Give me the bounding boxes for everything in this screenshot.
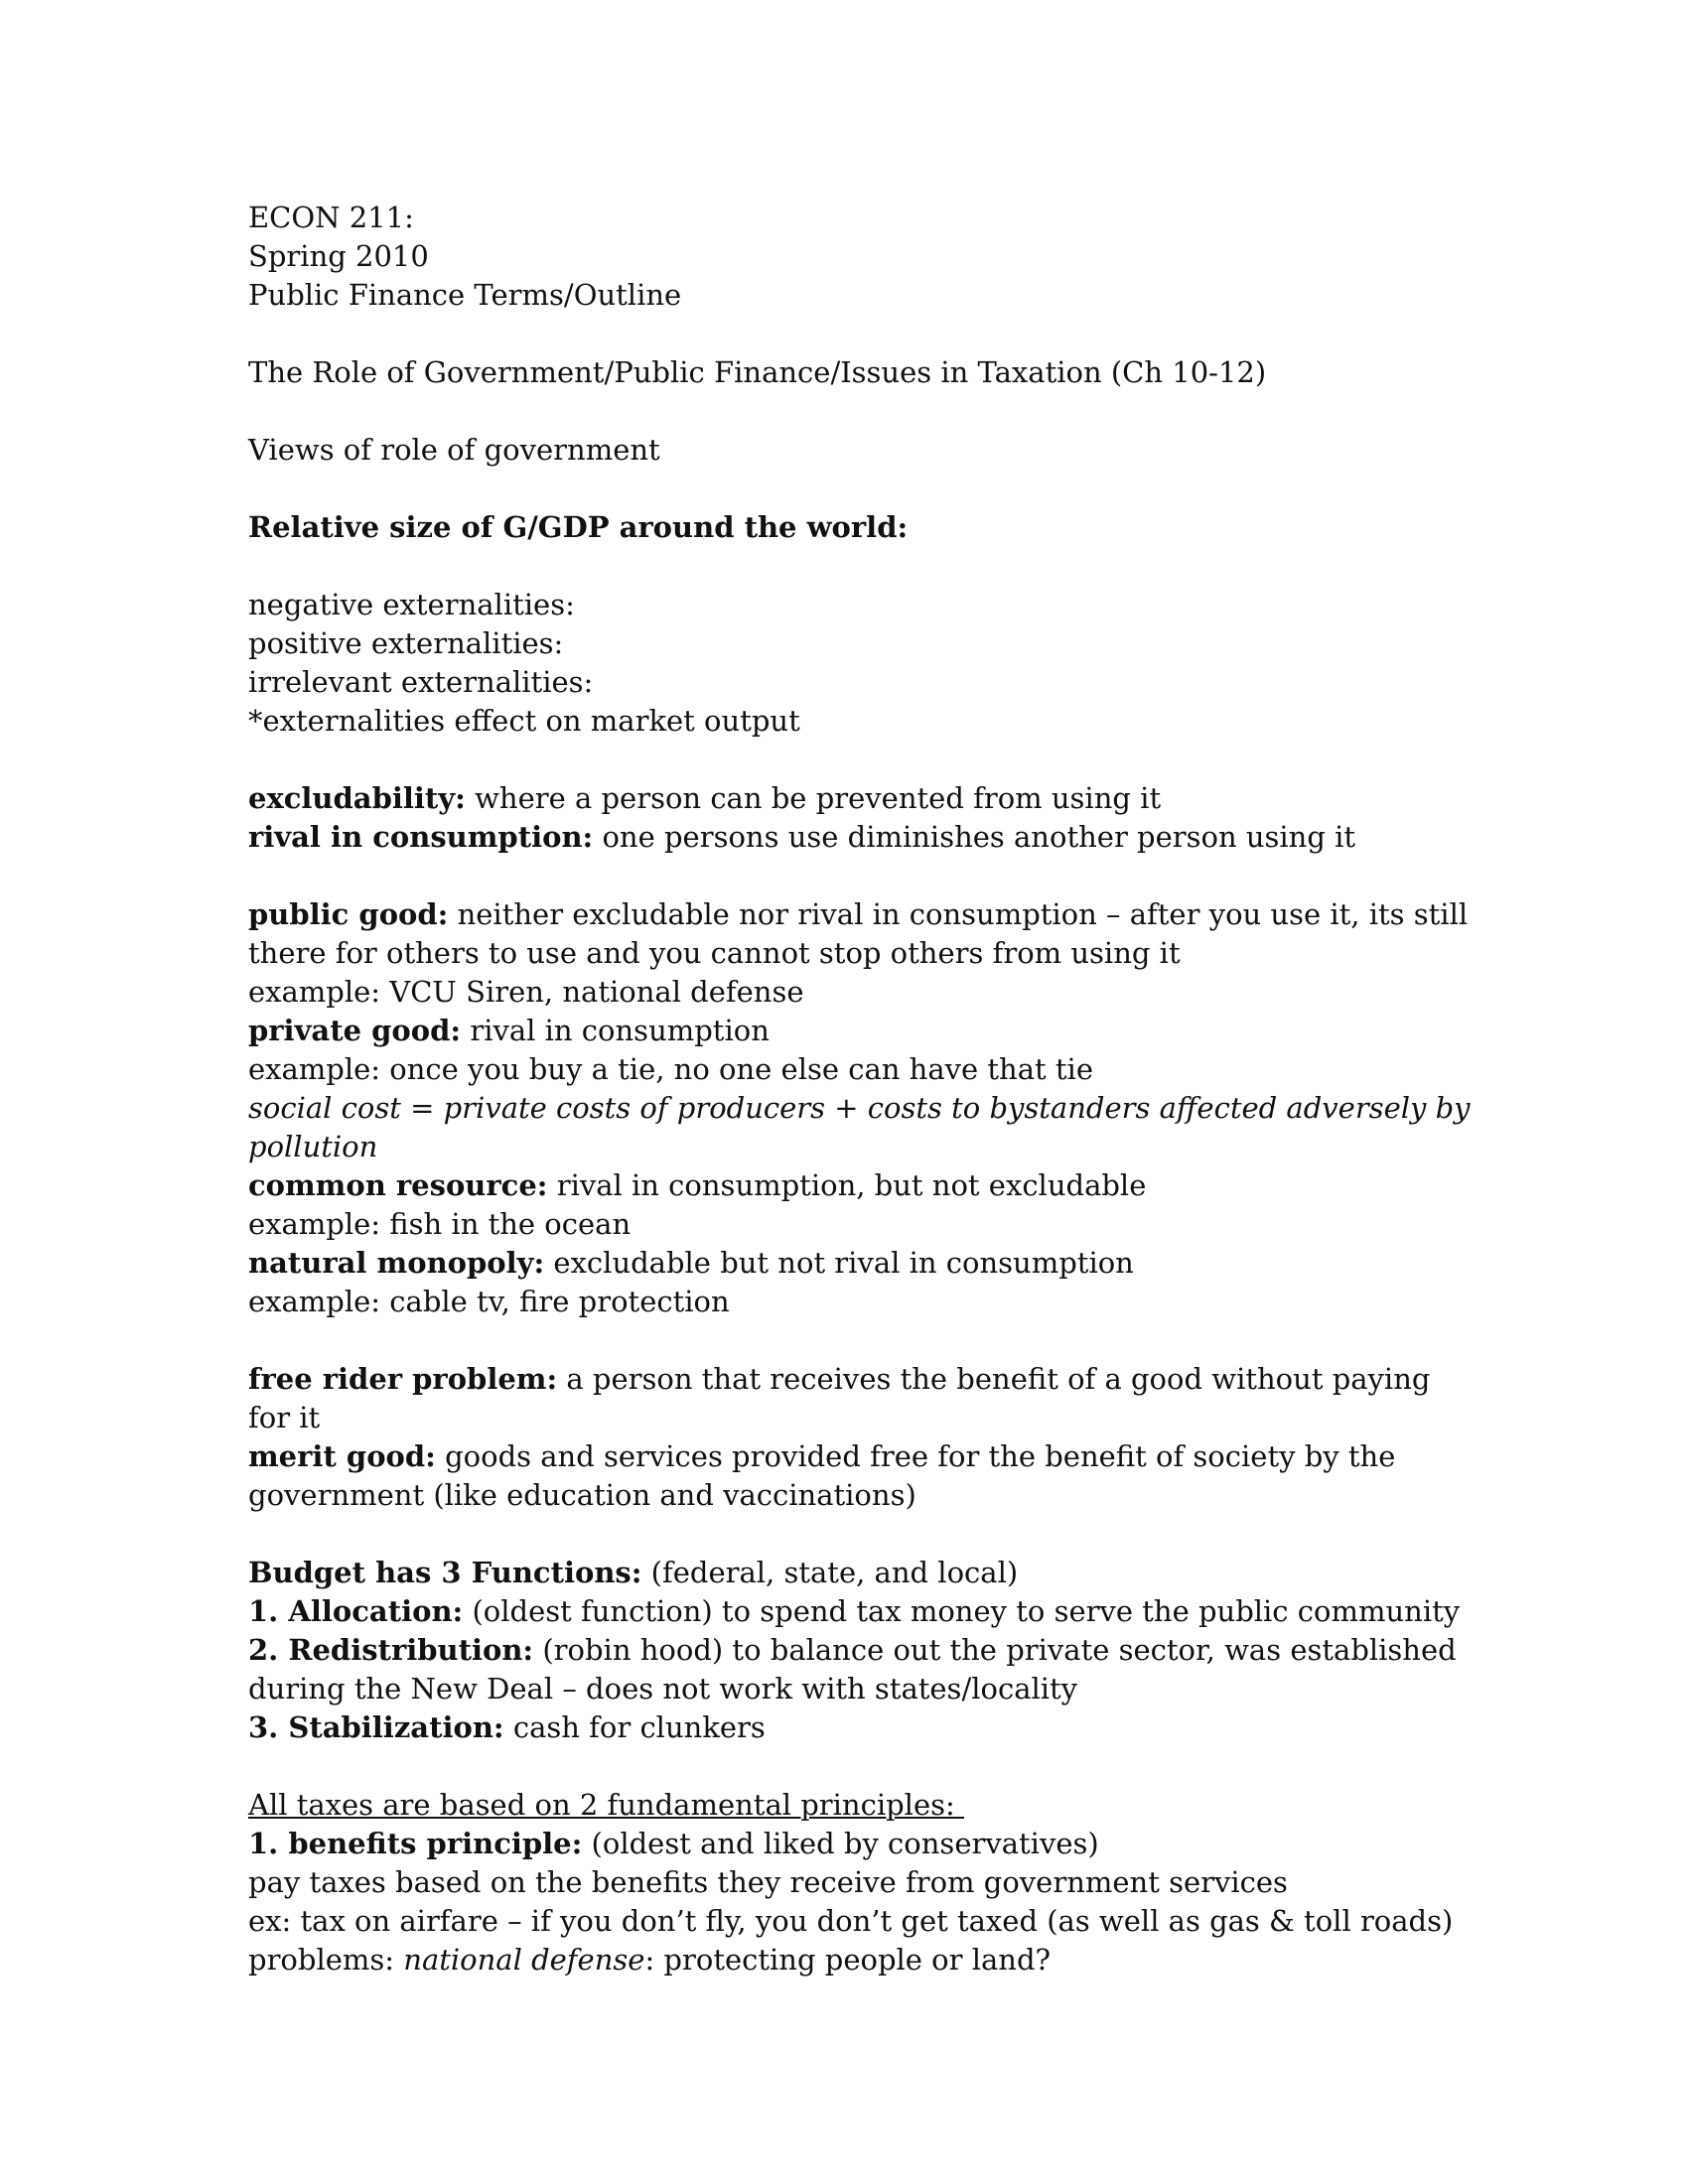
spacer: [248, 392, 1479, 431]
private-good-example: example: once you buy a tie, no one else can have that tie: [248, 1052, 1093, 1086]
spacer: [248, 1321, 1479, 1360]
benefits-line-2: ex: tax on airfare – if you don’t fly, you don’t get taxed (as well as gas & toll roads): [248, 1904, 1454, 1938]
spacer: [248, 1747, 1479, 1786]
term: excludability:: [248, 781, 466, 815]
spacer: [248, 547, 1479, 586]
term: public good:: [248, 897, 449, 931]
spacer: [248, 470, 1479, 508]
section-title: The Role of Government/Public Finance/Issues in Taxation (Ch 10-12): [248, 355, 1267, 389]
term: rival in consumption:: [248, 820, 594, 854]
spacer: [248, 315, 1479, 353]
public-good-example: example: VCU Siren, national defense: [248, 975, 804, 1009]
course-term: Spring 2010: [248, 239, 429, 273]
benefits-line-1: pay taxes based on the benefits they receive from government services: [248, 1865, 1288, 1899]
social-cost: social cost = private costs of producers + costs to bystanders affected adversely by pollution: [248, 1091, 1479, 1163]
term: merit good:: [248, 1439, 436, 1473]
term: 1. benefits principle:: [248, 1827, 583, 1860]
term: common resource:: [248, 1168, 548, 1202]
merit-good-def: merit good: goods and services provided free for the benefit of society by the government (like education and vaccinations): [248, 1439, 1405, 1512]
public-good-def: public good: neither excludable nor rival in consumption – after you use it, its still there for others to use and you cannot stop others from using it: [248, 897, 1477, 970]
term: Budget has 3 Functions:: [248, 1556, 642, 1589]
term: 3. Stabilization:: [248, 1710, 504, 1744]
document-page: [248, 199, 1479, 1979]
term: 1. Allocation:: [248, 1594, 464, 1628]
benefits-principle: 1. benefits principle: (oldest and liked by conservatives): [248, 1827, 1099, 1860]
spacer: [248, 1515, 1479, 1554]
document-title: Public Finance Terms/Outline: [248, 278, 682, 312]
course-code: ECON 211:: [248, 201, 414, 234]
rival-def: rival in consumption: one persons use diminishes another person using it: [248, 820, 1356, 854]
externalities-effect: *externalities effect on market output: [248, 704, 800, 738]
natural-monopoly-def: natural monopoly: excludable but not rival in consumption: [248, 1246, 1134, 1280]
term: free rider problem:: [248, 1362, 558, 1396]
term: 2. Redistribution:: [248, 1633, 534, 1667]
private-good-def: private good: rival in consumption: [248, 1014, 770, 1047]
irrelevant-externalities: irrelevant externalities:: [248, 665, 594, 699]
budget-heading: Budget has 3 Functions: (federal, state, and local): [248, 1556, 1019, 1589]
free-rider-def: free rider problem: a person that receives the benefit of a good without paying for it: [248, 1362, 1440, 1434]
negative-externalities: negative externalities:: [248, 588, 575, 621]
relative-size-heading: Relative size of G/GDP around the world:: [248, 510, 909, 544]
common-resource-def: common resource: rival in consumption, but not excludable: [248, 1168, 1147, 1202]
spacer: [248, 857, 1479, 895]
natural-monopoly-example: example: cable tv, fire protection: [248, 1285, 730, 1318]
excludability-def: excludability: where a person can be prevented from using it: [248, 781, 1162, 815]
positive-externalities: positive externalities:: [248, 626, 564, 660]
term: private good:: [248, 1014, 462, 1047]
budget-stabilization: 3. Stabilization: cash for clunkers: [248, 1710, 766, 1744]
views-line: Views of role of government: [248, 433, 660, 467]
spacer: [248, 741, 1479, 779]
common-resource-example: example: fish in the ocean: [248, 1207, 632, 1241]
benefits-problems: problems: national defense: protecting people or land?: [248, 1943, 1052, 1977]
taxes-heading: All taxes are based on 2 fundamental principles:: [248, 1788, 964, 1822]
term: natural monopoly:: [248, 1246, 545, 1280]
budget-allocation: 1. Allocation: (oldest function) to spend tax money to serve the public community: [248, 1594, 1461, 1628]
budget-redistribution: 2. Redistribution: (robin hood) to balance out the private sector, was established during the New Deal – does not work with states/locality: [248, 1633, 1466, 1706]
